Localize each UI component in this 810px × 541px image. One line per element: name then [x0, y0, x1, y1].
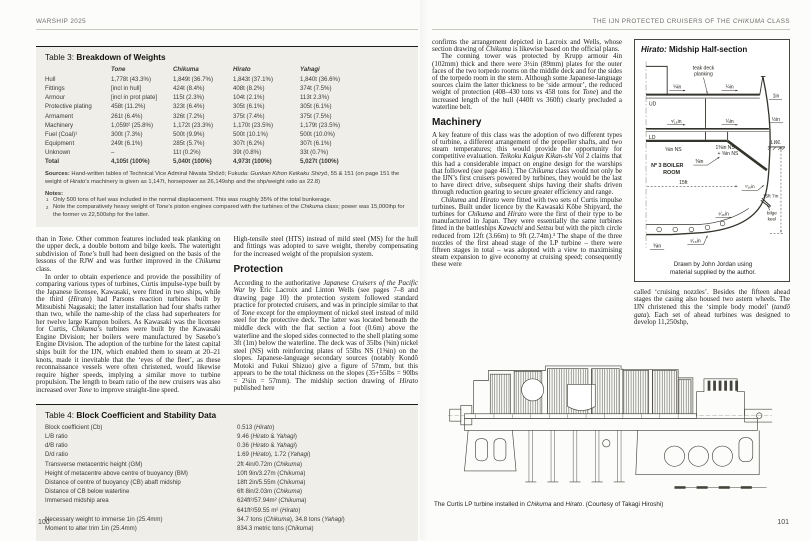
page-gutter [420, 0, 430, 540]
table-row: L/B ratio 9.46 (Hirato & Yahagi) [45, 432, 297, 440]
table-row: Immersed midship area 624ft²/57.94m² (Chikuma) [45, 497, 307, 505]
table-row: 641ft²/59.55 m² (Hirato) [237, 506, 301, 514]
midship-diagram-box [634, 39, 790, 282]
turbine-drawing [434, 353, 786, 493]
svg-text:ROOM: ROOM [663, 170, 681, 177]
table-row: Armament 261t (6.4%) 326t (7.2%) 375t (7.4%) 375t (7.5%) [45, 112, 332, 120]
table-row: Distance of CB below waterline 6ft 8in/2.03m (Chikuma) [45, 488, 303, 496]
table3-note: 1 Only 500 tons of fuel was included in the normal displacement. This was roughly 35% of the total bunkerage. [46, 196, 332, 203]
table4-box [36, 404, 418, 541]
svg-text:+ ⅝in NS: + ⅝in NS [717, 151, 739, 157]
svg-text:⁷⁄₁₆in: ⁷⁄₁₆in [744, 185, 755, 191]
svg-text:⁵⁄₁₆in: ⁵⁄₁₆in [718, 211, 729, 218]
running-head-left: WARSHIP 2025 [36, 18, 418, 30]
svg-text:UD: UD [649, 101, 657, 108]
page-number-right: 101 [777, 519, 789, 526]
svg-text:Nº 3 BOILER: Nº 3 BOILER [651, 163, 684, 170]
section-heading-protection: Protection [233, 264, 283, 276]
table3-box [36, 46, 418, 227]
svg-text:bilge: bilge [766, 211, 777, 217]
svg-text:LWL: LWL [770, 139, 782, 146]
paragraph: than in Tone. Other common features included teak planking on the upper deck, a double bottom and bilge keels. The watertight subdivision of Tone’s hull had been designed on the basis of the lessons of the RJW and was further improved in the Chikuma class. [36, 234, 221, 273]
table-row: D/d ratio 1.69 (Hirato), 1.72 (Yahagi) [45, 451, 311, 459]
svg-text:¼in: ¼in [725, 118, 734, 125]
table-row: Armour [incl in prot plate] 115t (2.3%) 104t (2.1%) 113t 2.3%) [45, 94, 330, 102]
table-row: Moment to alter trim 1in (25.4mm) 834.3 metric tons (Chikuma) [45, 525, 314, 533]
table-row: Distance of centre of buoyancy (CB) abaft midship 18ft 2in/5.55m (Chikuma) [45, 478, 306, 486]
left-page [36, 18, 418, 541]
svg-text:1⅜in NS: 1⅜in NS [715, 144, 735, 151]
svg-text:15ft 7in: 15ft 7in [762, 194, 779, 200]
midship-half-section-diagram [641, 56, 785, 254]
paragraph: called ‘cruising nozzles’. Besides the fifteen ahead stages the casing also housed two astern wheels. The IJN christened this the ‘simple body model’ (tandō gata). Each set of ahead turbines was designed to develop 11,250shp, [634, 287, 790, 327]
right-column-2-text [634, 289, 790, 327]
diagram-labels [649, 65, 781, 249]
right-column-1 [432, 39, 622, 269]
turbine-caption: The Curtis LP turbine installed in Chikuma and Hirato. (Courtesy of Takagi Hiroshi) [434, 501, 664, 508]
paragraph: According to the authoritative Japanese Cruisers of the Pacific War by Eric Lacroix and Linton Wells (see pages 7–8 and drawing page 10) the protection system followed standard practice for protected cruisers, and was in principle similar to that of Tone except for the employment of nickel steel instead of mild steel for the protective deck. The latter was located beneath the middle deck with the flat section a foot (0.6m) above the waterline and the sloped sides connected to the shell plating some 3ft (1m) below the waterline. The deck was of 35lbs (⅝in) nickel steel (NS) with reinforcing plates of 55lbs NS (1⅜in) on the slopes. Japanese-language secondary sources (notably Kondō Motoki and Fukui Shizuo) give a figure of 57mm, but this appears to be the total thickness on the slopes (35+55lbs = 90lbs = 2¼in = 57mm). The midship section drawing of Hirato published here [233, 278, 418, 393]
table3-notes-label: Notes: [45, 190, 64, 197]
section-heading-machinery: Machinery [432, 117, 482, 129]
diagram-credit: Drawn by John Jordan using material supplied by the author. [670, 261, 756, 276]
right-page [432, 18, 790, 524]
svg-text:⁵⁄₁₆in: ⁵⁄₁₆in [670, 118, 682, 125]
table-row: Total 4,105t (100%) 5,040t (100%) 4,973t (100%) 5,027t (100%) [45, 158, 339, 166]
right-column-2 [634, 39, 790, 327]
table4-title: Table 4: Block Coefficient and Stability Data [45, 410, 217, 421]
svg-text:⅜in: ⅜in [695, 159, 704, 166]
paragraph: High-tensile steel (HTS) instead of mild steel (MS) for the hull and fittings was adopted to save weight, thereby compensating for the increased weight of the propulsion system. [233, 234, 418, 258]
svg-text:15ft: 15ft [679, 180, 688, 187]
hull-section-lines [646, 61, 785, 249]
svg-text:keel: keel [767, 217, 777, 223]
table3-sources: Sources: Hand-written tables of Technical Vice Admiral Niwata Shōzō; Fukuda: Gunkan Kihon Keikaku Shiryō, 55 & 151 (on page 151 the weight of Hirato’s machinery is given as 1,147t, horsepower as 26,149shp and the shp/weight ratio as 22.8) [45, 171, 400, 185]
table-row: Hull 1,778t (43.3%) 1,849t (36.7%) 1,843t (37.1%) 1,840t (36.6%) [45, 75, 340, 83]
svg-text:⁵⁄₁₆in: ⁵⁄₁₆in [690, 238, 701, 245]
table-row: d/B ratio 0.36 (Hirato & Yahagi) [45, 442, 297, 450]
table-row: Machinery 1,059t² (25.8%) 1,172t (23.3%) 1,170t (23.5%) 1,179t (23.5%) [45, 121, 340, 129]
svg-text:⅝in NS: ⅝in NS [665, 146, 682, 153]
table-row: Fuel (Coal)¹ 300t (7.3%) 500t (9.9%) 500t (10.1%) 500t (10.0%) [45, 130, 335, 138]
svg-text:teak deck: teak deck [692, 65, 715, 72]
table-row: Block coefficient (Cb) 0.513 (Hirato) [45, 423, 275, 431]
table-row: Necessary weight to immerse 1in (25.4mm) 34.7 tons (Chikuma), 34.8 tons (Yahagi) [45, 515, 345, 523]
paragraph: The conning tower was protected by Krupp armour 4in (102mm) thick and there were 3½in (89mm) plates for the outer faces of the two torpedo rooms on the middle deck and for the sides of the torpedo room in the stern. Although some Japanese-language sources claim the latter thickness to be ‘side armour’, the reduced weight of protection (408–430 tons vs 458 tons for Tone) and the increased length of the hull (440ft vs 360ft) clearly precluded a waterline belt. [432, 52, 622, 111]
svg-text:½in: ½in [771, 116, 780, 123]
table-row: Fittings [incl in hull] 424t (8.4%) 408t (8.2%) 374t (7.5%) [45, 84, 332, 92]
svg-text:1in: 1in [772, 93, 780, 100]
table3-title: Table 3: Breakdown of Weights [45, 52, 166, 62]
paragraph: confirms the arrangement depicted in Lacroix and Wells, whose section drawing of Chikuma is likewise based on the official plans. [432, 38, 622, 54]
paragraph: In order to obtain experience and provide the possibility of comparing various types of turbines, Curtis impulse-type built by the Japanese licensee, Kawasaki, were fitted in two ships, while the third (Hirato) had Parsons reaction turbines built by Mitsubishi Nagasaki; the latter installation had four shafts rather than two, while the name-ship of the class had superheaters for her twelve large Kampon boilers. As Kawasaki was the licensee for Curtis, Chikuma’s turbines were built by the Kawasaki Engine Division; her boilers were manufactured by Sasebo’s Engine Division. The adoption of the turbine for the latest capital ships built for the IJN, which enabled them to steam at 20–21 knots, made it inevitable that the ‘eyes of the fleet’, as these reconnaissance vessels were often christened, would likewise require higher speeds, implying a similar move to turbine propulsion. The length to beam ratio of the new cruisers was also increased over Tone to improve straight-line speed. [36, 272, 221, 394]
left-page-body [36, 236, 418, 394]
paragraph: Chikuma and Hirato were fitted with two sets of Curtis impulse turbines. Built under licence by the Kawasaki Kōbe Shipyard, the turbines for Chikuma and Hirato were the first of their type to be manufactured in Japan. They were essentially the same turbines fitted in the battleships Kawachi and Settsu but with the pitch circle reduced from 12ft (3.66m) to 9ft (2.74m).³ The shape of the three nozzles of the first ahead stage of the LP turbine – there were fifteen stages in total – was adopted with a view to maximising steam expansion to give economy at cruising speed; consequently these were [432, 195, 623, 269]
running-head-right: THE IJN PROTECTED CRUISERS OF THE CHIKUMA CLASS [432, 18, 790, 30]
stability-table [45, 423, 409, 534]
weights-table: Tone Chikuma Hirato Yahagi Hull 1,778t (43.3%) 1,849t (36.7%) 1,843t (37.1%) 1,840t (36.6%) Fittings [incl in hull] 424t (8.4%) 408t (8.2%) 374t (7.5%) Armour [incl in prot plate] 115t (2.3%) 104t (2.1%) 113t 2.3%) Protective plating 458t (11.2%) 323t (6.4%) 305t (6.1%) 305t (6.1%) Armament 261t (6.4%) 326t (7.2%) 375t (7.4%) 375t (7.5%) Machinery 1,059t² (25.8%) 1,172t (23.3%) 1,170t (23.5%) 1,179t (23.5%) Fuel (Coal)¹ 300t (7.3%) 500t (9.9%) 500t (10.1%) 500t (10.0%) Equipment 249t (6.1%) 285t (5.7%) 307t (6.2%) 307t (6.1%) Unknown – 11t (0.2%) 39t (0.8%) 33t (0.7%) Total 4,105t (100%) 5,040t (100%) 4,973t (100%) 5,027t (100%) [45, 65, 409, 167]
left-column-2 [234, 236, 419, 394]
svg-text:⅜in: ⅜in [653, 243, 662, 250]
svg-text:planking: planking [694, 71, 713, 78]
table-row: Transverse metacentric height (GM) 2ft 4in/0.72m (Chikuma) [45, 460, 303, 468]
page-number-left: 100 [38, 519, 50, 526]
svg-text:¼in: ¼in [725, 84, 734, 91]
svg-text:LD: LD [649, 134, 656, 141]
table-row: Equipment 249t (6.1%) 285t (5.7%) 307t (6.2%) 307t (6.1%) [45, 140, 332, 148]
table3-note: 2 Note the comparatively heavy weight of Tone’s piston engines compared with the turbines of the Chikuma class; power was 15,000ihp for the former vs 22,500shp for the latter. [46, 204, 405, 219]
left-column-1 [36, 236, 221, 394]
table-row: Protective plating 458t (11.2%) 323t (6.4%) 305t (6.1%) 305t (6.1%) [45, 103, 332, 111]
midship-diagram-title: Hirato: Midship Half-section [641, 45, 748, 54]
svg-text:¼in: ¼in [673, 84, 682, 91]
paragraph: A key feature of this class was the adoption of two different types of turbine, a different arrangement of the propeller shafts, and two steam temperatures; this would provide the opportunity for competitive evaluation. Teikoku Kaigun Kikan-shi Vol 2 claims that this had a considerable impact on engine design for the warships that followed (see page 461). The Chikuma class would not only be the IJN’s first cruisers powered by turbines, they would be the last to have direct drive, subsequent ships having their shafts driven through reduction gearing to secure greater efficiency and range. [432, 130, 623, 197]
table-row: Height of metacentre above centre of buoyancy (BM) 10ft 9in/3.27m (Chikuma) [45, 469, 306, 477]
table-row: Unknown – 11t (0.2%) 39t (0.8%) 33t (0.7%) [45, 149, 329, 157]
